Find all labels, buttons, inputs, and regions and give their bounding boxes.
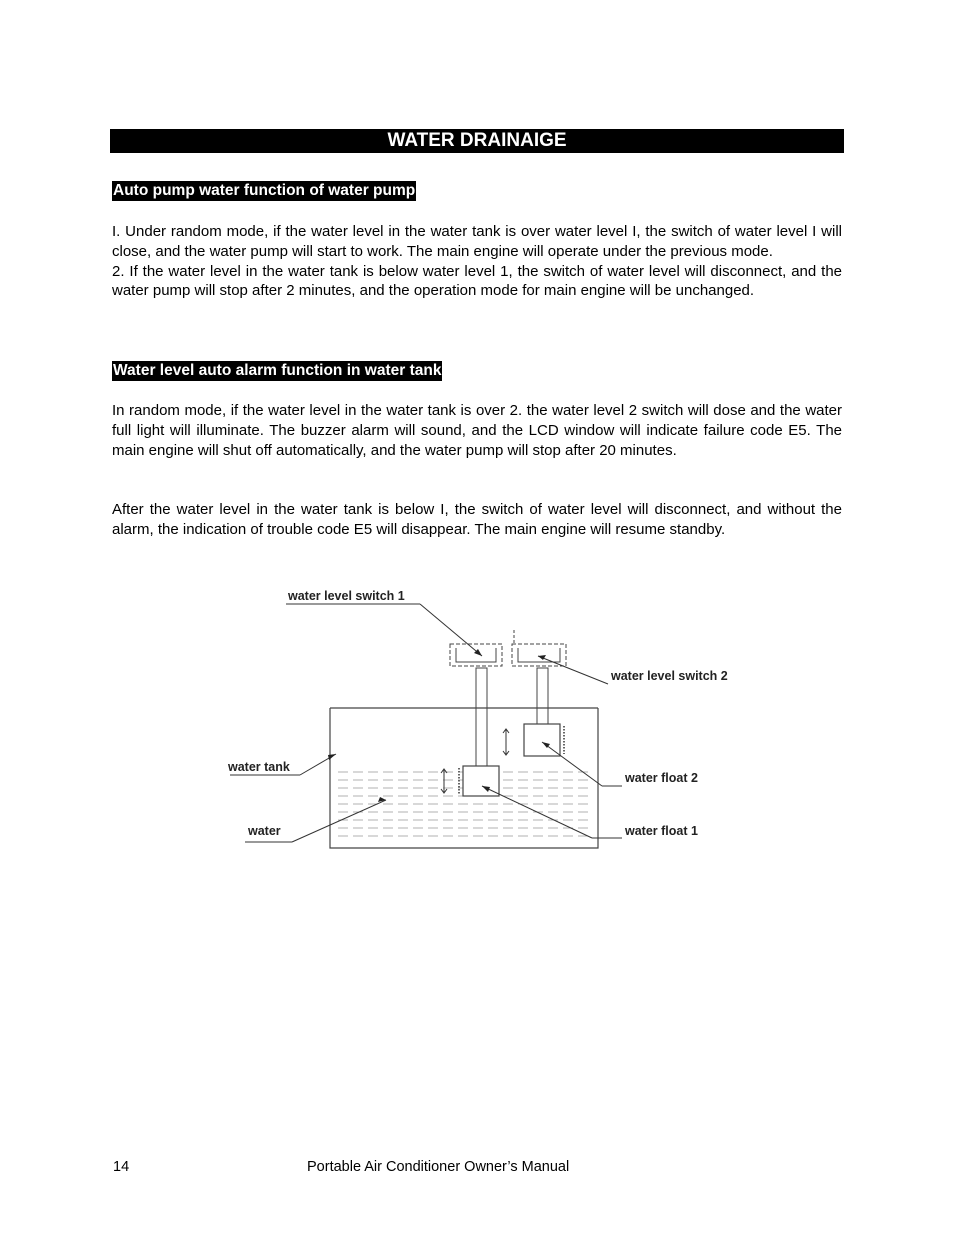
page-title: WATER DRAINAIGE [110,129,844,153]
paragraph: In random mode, if the water level in the water tank is over 2. the water level 2 switch will dose and the water full light will illuminate. The buzzer alarm will sound, and the LCD window will indicate failure code E5. The main engine will shut off automatically, and the water pump will stop after 20 minutes. [112,402,842,459]
leader-arrowheads [328,649,550,802]
manual-title: Portable Air Conditioner Owner’s Manual [307,1159,570,1175]
page-number: 14 [113,1159,130,1175]
switch-1-box [450,644,502,666]
label-water-float-2: water float 2 [625,771,698,785]
water-tank-diagram [220,580,740,855]
section-heading-alarm: Water level auto alarm function in water tank [113,362,442,379]
label-water-level-switch-2: water level switch 2 [611,669,728,683]
label-water-level-switch-1: water level switch 1 [288,589,405,603]
paragraph: After the water level in the water tank is below I, the switch of water level will disconnect, and without the alarm, the indication of trouble code E5 will disappear. The main engine will resume standby. [112,501,842,538]
paragraph: 2. If the water level in the water tank is below water level 1, the switch of water level will disconnect, and the water pump will stop after 2 minutes, and the operation mode for main engine will be unchanged. [112,262,842,300]
leader-lines [230,604,622,842]
switch-2-box [512,630,566,666]
label-water-float-1: water float 1 [625,824,698,838]
label-water-tank: water tank [228,760,290,774]
section-body-alarm-2 [112,500,842,540]
section-body-auto-pump [112,222,842,301]
section-body-alarm-1 [112,401,842,460]
paragraph: I. Under random mode, if the water level in the water tank is over water level I, the switch of water level I will close, and the water pump will start to work. The main engine will operate under the previous mode. [112,223,842,260]
label-water: water [248,824,281,838]
water-float-2 [524,724,564,756]
section-heading-auto-pump: Auto pump water function of water pump [113,182,416,199]
